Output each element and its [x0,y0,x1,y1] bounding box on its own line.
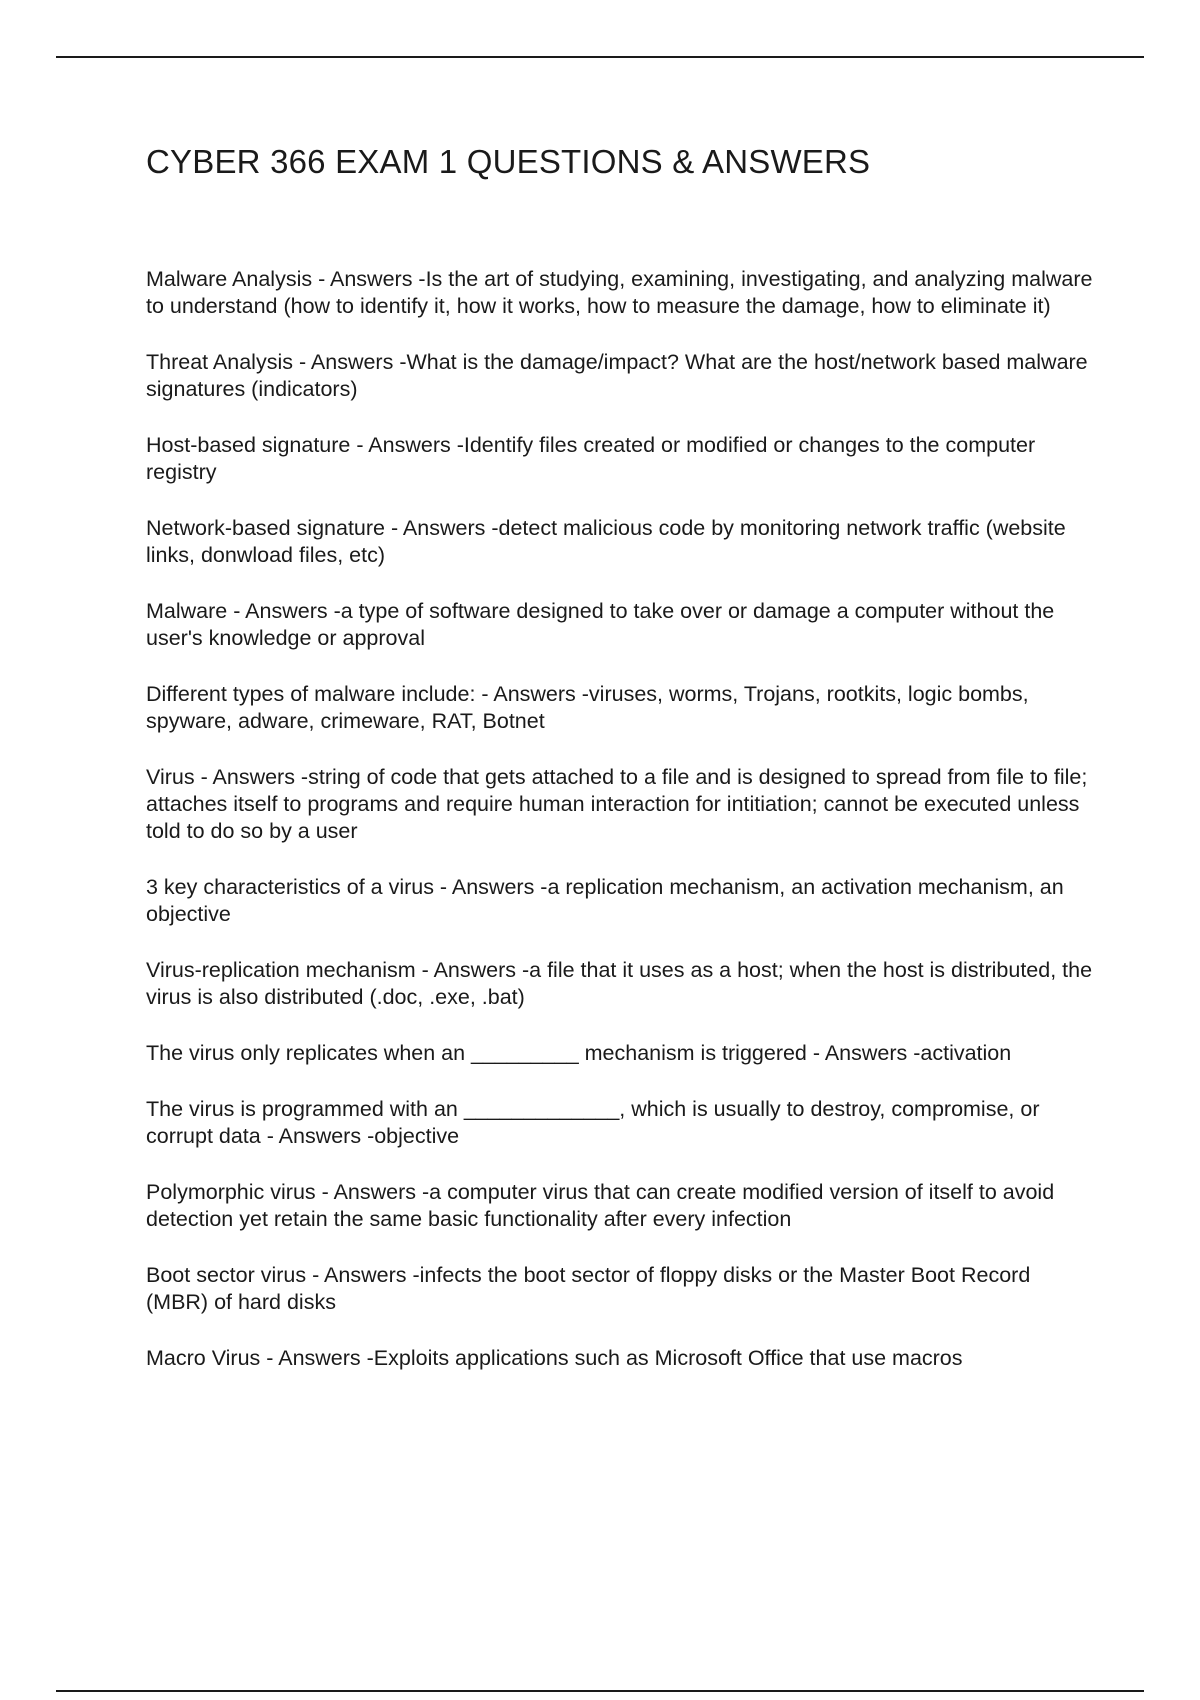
qa-item-replication-mechanism: Virus-replication mechanism - Answers -a file that it uses as a host; when the host is distributed, the virus is also distributed (.doc, .exe, .bat) [146,958,1093,1009]
qa-item-activation: The virus only replicates when an _________ mechanism is triggered - Answers -activation [146,1041,1012,1065]
qa-item-malware: Malware - Answers -a type of software designed to take over or damage a computer without the user's knowledge or approval [146,599,1055,650]
bottom-divider [56,1690,1144,1692]
page-content [146,140,1096,1401]
qa-item-threat-analysis: Threat Analysis - Answers -What is the damage/impact? What are the host/network based malware signatures (indicators) [146,350,1088,401]
document-title: CYBER 366 EXAM 1 QUESTIONS & ANSWERS [146,143,871,180]
qa-item-virus: Virus - Answers -string of code that gets attached to a file and is designed to spread from file to file; attaches itself to programs and require human interaction for intitiation; cannot be executed unless told to do so by a user [146,765,1088,843]
qa-item-boot-sector-virus: Boot sector virus - Answers -infects the boot sector of floppy disks or the Master Boot Record (MBR) of hard disks [146,1263,1031,1314]
qa-item-malware-analysis: Malware Analysis - Answers -Is the art of studying, examining, investigating, and analyzing malware to understand (how to identify it, how it works, how to measure the damage, how to eliminate it) [146,267,1093,318]
qa-item-virus-characteristics: 3 key characteristics of a virus - Answers -a replication mechanism, an activation mechanism, an objective [146,875,1064,926]
qa-list [146,266,1096,1372]
qa-item-objective: The virus is programmed with an _____________, which is usually to destroy, compromise, or corrupt data - Answers -objective [146,1097,1040,1148]
qa-item-malware-types: Different types of malware include: - Answers -viruses, worms, Trojans, rootkits, logic bombs, spyware, adware, crimeware, RAT, Botnet [146,682,1029,733]
qa-item-host-based-signature: Host-based signature - Answers -Identify files created or modified or changes to the computer registry [146,433,1036,484]
qa-item-polymorphic-virus: Polymorphic virus - Answers -a computer virus that can create modified version of itself to avoid detection yet retain the same basic functionality after every infection [146,1180,1055,1231]
top-divider [56,56,1144,58]
qa-item-network-based-signature: Network-based signature - Answers -detect malicious code by monitoring network traffic (website links, donwload files, etc) [146,516,1066,567]
qa-item-macro-virus: Macro Virus - Answers -Exploits applications such as Microsoft Office that use macros [146,1346,963,1370]
